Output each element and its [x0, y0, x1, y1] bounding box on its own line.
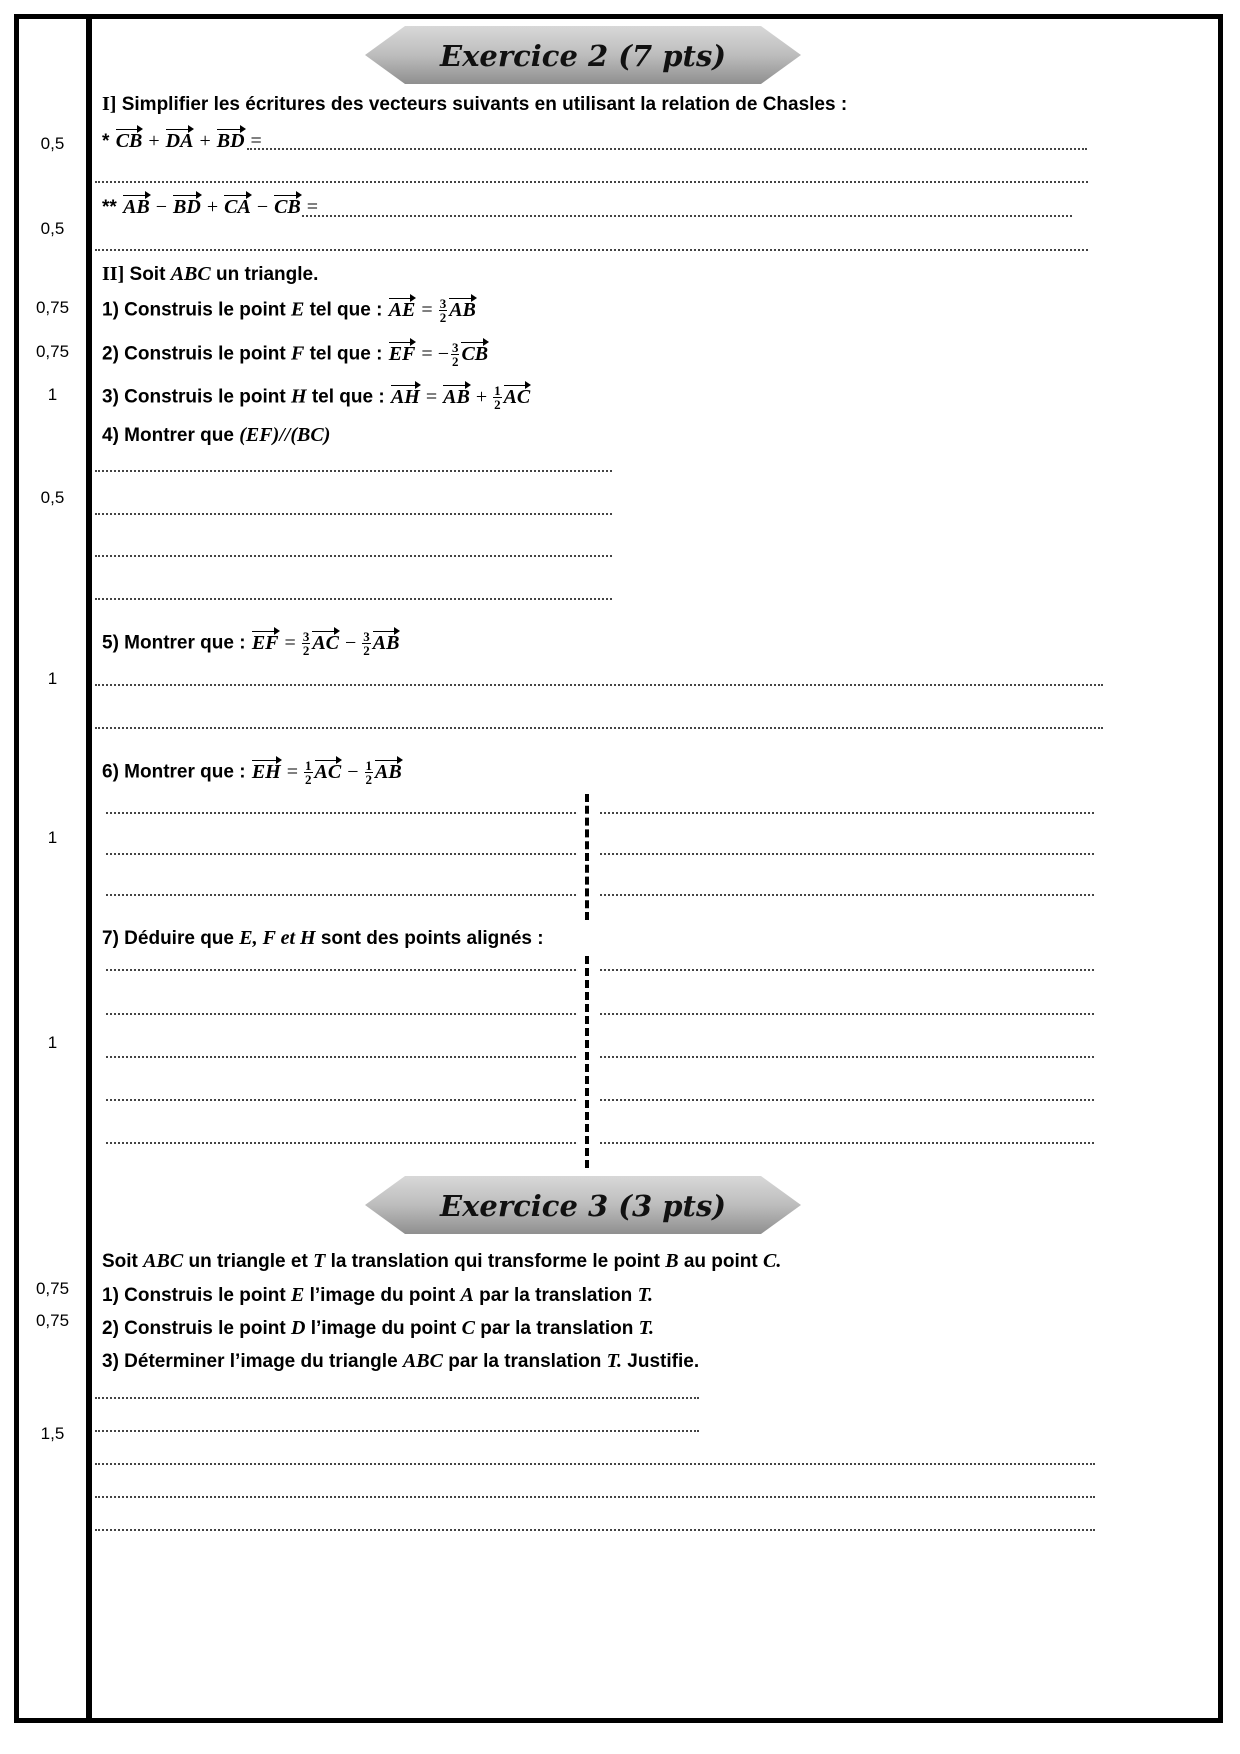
- vec-DA: DA: [165, 130, 194, 152]
- question-4: [102, 423, 330, 448]
- vec-AC: AC: [503, 385, 531, 408]
- math-T: T.: [637, 1284, 653, 1306]
- math-H: H: [290, 385, 307, 408]
- op-equals: =: [421, 298, 433, 321]
- answer-line[interactable]: [95, 598, 612, 600]
- vec-CA: CA: [224, 196, 251, 218]
- exercise3-banner: [365, 1174, 801, 1238]
- op-equals: =: [306, 196, 319, 218]
- question-7-text: 7) Déduire que: [102, 928, 234, 949]
- part2-intro: [102, 262, 318, 287]
- ex3-q3-c: Justifie.: [627, 1351, 700, 1372]
- exercise3-title: Exercice 3 (3 pts): [440, 1189, 726, 1223]
- answer-line-left[interactable]: [106, 853, 576, 855]
- fraction-3-2: [362, 630, 371, 657]
- points-q7: 1: [47, 1033, 58, 1052]
- column-separator: [585, 794, 589, 920]
- answer-line[interactable]: [95, 555, 612, 557]
- frac-num: 3: [451, 340, 459, 355]
- part1-item-b: [102, 195, 323, 220]
- frac-den: 2: [365, 772, 372, 787]
- part1-instruction: [102, 92, 847, 117]
- question-5: [102, 630, 400, 657]
- math-A: A: [460, 1284, 474, 1306]
- question-2-text-b: tel que :: [309, 343, 383, 365]
- answer-line-right[interactable]: [600, 812, 1094, 814]
- op-minus: −: [347, 760, 359, 783]
- math-T: T.: [638, 1317, 655, 1339]
- vec-AE: AE: [388, 298, 416, 321]
- points-q1: 0,75: [35, 298, 70, 317]
- answer-line-left[interactable]: [106, 969, 576, 971]
- question-3: [102, 384, 531, 411]
- points-ex3-q1: 0,75: [35, 1279, 70, 1298]
- answer-line[interactable]: [302, 215, 1072, 217]
- part1-label: I]: [102, 93, 117, 115]
- ex3-q1-c: par la translation: [479, 1285, 633, 1306]
- op-equals: =: [284, 631, 296, 654]
- op-equals: =: [250, 130, 262, 152]
- ex3-q3-a: 3) Déterminer l’image du triangle: [102, 1351, 398, 1372]
- question-7: [102, 926, 544, 951]
- op-neg: −: [437, 342, 449, 365]
- fraction-3-2: [302, 630, 311, 657]
- vec-CB: CB: [115, 130, 143, 152]
- part2-intro-b: un triangle.: [216, 264, 319, 285]
- answer-line[interactable]: [95, 181, 1088, 183]
- vec-AB: AB: [443, 385, 470, 408]
- ex3-q3-b: par la translation: [448, 1351, 602, 1372]
- ex3-q2-b: l’image du point: [310, 1318, 457, 1339]
- math-EFH: E, F et H: [239, 927, 316, 949]
- answer-line-right[interactable]: [600, 894, 1094, 896]
- answer-line[interactable]: [95, 1430, 699, 1432]
- math-ABC: ABC: [170, 263, 211, 285]
- frac-den: 2: [302, 643, 310, 658]
- vec-CB: CB: [274, 196, 301, 218]
- answer-line-right[interactable]: [600, 1013, 1094, 1015]
- math-T: T: [313, 1250, 326, 1272]
- frac-den: 2: [439, 310, 447, 325]
- ex3-intro-a: Soit: [102, 1251, 138, 1272]
- vec-AC: AC: [312, 631, 339, 654]
- question-2-text: 2) Construis le point: [102, 343, 286, 365]
- frac-den: 2: [305, 772, 312, 787]
- op-plus: +: [206, 196, 219, 218]
- frac-den: 2: [494, 397, 501, 412]
- op-plus: +: [199, 130, 211, 152]
- vec-EH: EH: [251, 760, 281, 783]
- answer-line[interactable]: [95, 1529, 1095, 1531]
- answer-line[interactable]: [95, 1496, 1095, 1498]
- vec-EF: EF: [388, 342, 416, 365]
- answer-line[interactable]: [95, 1463, 1095, 1465]
- points-q3: 1: [47, 385, 58, 404]
- points-part1-b: 0,5: [40, 219, 65, 238]
- question-1-text: 1) Construis le point: [102, 299, 286, 321]
- question-1: [102, 297, 477, 324]
- op-equals: =: [425, 385, 438, 408]
- op-equals: =: [286, 760, 299, 783]
- answer-line[interactable]: [95, 249, 1088, 251]
- ex3-intro: [102, 1249, 781, 1274]
- column-separator: [585, 956, 589, 1168]
- frac-num: 1: [365, 758, 372, 773]
- points-ex3-q3: 1,5: [40, 1424, 65, 1443]
- math-ABC: ABC: [402, 1350, 443, 1372]
- question-2: [102, 341, 489, 368]
- ex3-intro-d: au point: [683, 1251, 758, 1272]
- vec-BD: BD: [173, 196, 201, 218]
- answer-line[interactable]: [247, 148, 1087, 150]
- question-6-text: 6) Montrer que :: [102, 761, 246, 783]
- answer-line[interactable]: [95, 513, 612, 515]
- answer-line-left[interactable]: [106, 1142, 576, 1144]
- question-1-text-b: tel que :: [309, 299, 383, 321]
- answer-line-right[interactable]: [600, 1056, 1094, 1058]
- op-plus: +: [148, 130, 160, 152]
- answer-line-left[interactable]: [106, 1013, 576, 1015]
- vec-AB: AB: [375, 760, 402, 783]
- question-4-text: 4) Montrer que: [102, 425, 234, 446]
- answer-line-left[interactable]: [106, 894, 576, 896]
- vec-AB: AB: [123, 196, 150, 218]
- ex3-q1-a: 1) Construis le point: [102, 1285, 286, 1306]
- vec-AB: AB: [449, 298, 476, 321]
- answer-line[interactable]: [95, 470, 612, 472]
- ex3-intro-c: la translation qui transforme le point: [330, 1251, 660, 1272]
- frac-num: 1: [305, 758, 312, 773]
- frac-num: 1: [494, 383, 501, 398]
- answer-line-right[interactable]: [600, 1142, 1094, 1144]
- points-q6: 1: [47, 828, 58, 847]
- points-q5: 1: [47, 669, 58, 688]
- part1-item-a: [102, 129, 267, 154]
- answer-line-right[interactable]: [600, 1099, 1094, 1101]
- exercise2-banner: [365, 24, 801, 88]
- ex3-q1-b: l’image du point: [309, 1285, 456, 1306]
- fraction-1-2: [304, 759, 313, 786]
- answer-line[interactable]: [95, 1397, 699, 1399]
- question-6: [102, 759, 403, 786]
- op-minus: −: [256, 196, 269, 218]
- math-D: D: [290, 1317, 306, 1339]
- frac-den: 2: [363, 643, 370, 658]
- op-minus: −: [345, 631, 357, 654]
- ex3-intro-b: un triangle et: [188, 1251, 308, 1272]
- op-equals: =: [421, 342, 433, 365]
- math-B: B: [665, 1250, 679, 1272]
- answer-line-right[interactable]: [600, 969, 1094, 971]
- answer-line-left[interactable]: [106, 812, 576, 814]
- question-5-text: 5) Montrer que :: [102, 632, 246, 654]
- frac-num: 3: [439, 296, 447, 311]
- math-T: T.: [606, 1350, 623, 1372]
- answer-line-left[interactable]: [106, 1056, 576, 1058]
- ex3-q2-c: par la translation: [480, 1318, 634, 1339]
- ex3-question-2: [102, 1316, 654, 1341]
- math-F: F: [290, 342, 305, 365]
- frac-num: 3: [302, 629, 310, 644]
- vec-AB: AB: [372, 631, 400, 654]
- frac-den: 2: [451, 354, 459, 369]
- part2-intro-a: Soit: [129, 264, 166, 285]
- ex3-question-1: [102, 1283, 653, 1308]
- part1-item-b-prefix: **: [102, 197, 117, 218]
- ex3-question-3: [102, 1349, 699, 1374]
- vec-AH: AH: [390, 385, 420, 408]
- part2-label: II]: [102, 263, 125, 285]
- op-minus: −: [155, 196, 168, 218]
- vec-AC: AC: [314, 760, 342, 783]
- answer-line-right[interactable]: [600, 853, 1094, 855]
- exercise2-title: Exercice 2 (7 pts): [440, 39, 726, 73]
- math-C: C.: [763, 1250, 782, 1272]
- points-q4: 0,5: [40, 488, 65, 507]
- vec-BD: BD: [216, 130, 245, 152]
- fraction-1-2: [493, 384, 502, 411]
- math-ABC: ABC: [143, 1250, 184, 1272]
- answer-line[interactable]: [95, 727, 1103, 729]
- op-plus: +: [475, 385, 488, 408]
- ex3-q2-a: 2) Construis le point: [102, 1318, 286, 1339]
- vec-EF: EF: [251, 631, 279, 654]
- answer-line-left[interactable]: [106, 1099, 576, 1101]
- fraction-3-2: [451, 341, 460, 368]
- points-part1-a: 0,5: [40, 134, 65, 153]
- points-column-divider: [86, 19, 92, 1718]
- page-frame: [14, 14, 1223, 1723]
- frac-num: 3: [363, 629, 370, 644]
- answer-line[interactable]: [95, 684, 1103, 686]
- points-ex3-q2: 0,75: [35, 1311, 70, 1330]
- math-C: C: [461, 1317, 475, 1339]
- question-3-text: 3) Construis le point: [102, 386, 286, 408]
- math-EF-parallel-BC: (EF)//(BC): [239, 424, 331, 446]
- fraction-1-2: [365, 759, 374, 786]
- math-E: E: [290, 1284, 305, 1306]
- fraction-3-2: [439, 297, 448, 324]
- vec-CB: CB: [461, 342, 489, 365]
- part1-item-a-prefix: *: [102, 131, 110, 152]
- math-E: E: [290, 298, 305, 321]
- question-7-text-b: sont des points alignés :: [320, 928, 544, 949]
- part1-instruction-text: Simplifier les écritures des vecteurs suivants en utilisant la relation de Chasles :: [121, 94, 848, 115]
- question-3-text-b: tel que :: [311, 386, 385, 408]
- points-q2: 0,75: [35, 342, 70, 361]
